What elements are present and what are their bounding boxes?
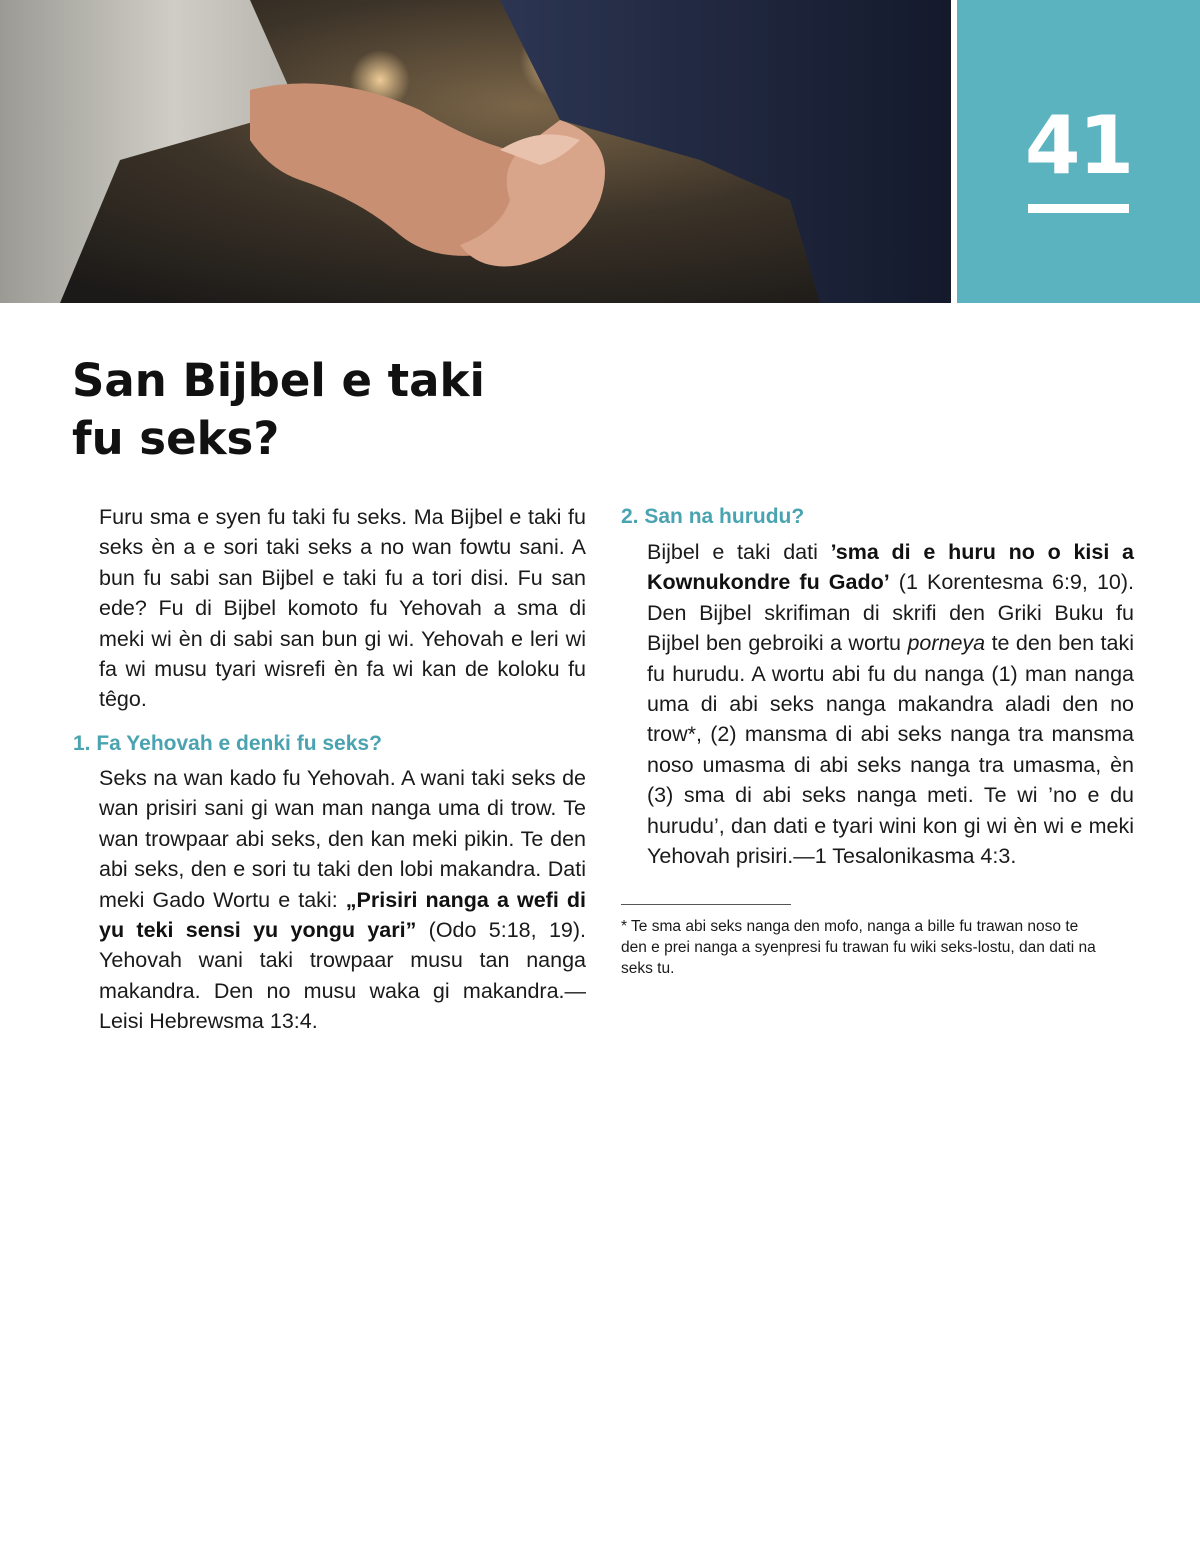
intro-column — [99, 502, 586, 715]
section-2-text-b: (1 Korentesma 6:9, 10). Den Bijbel skrifiman di skrifi den Griki Buku fu Bijbel ben gebroiki a wortu — [647, 570, 1134, 656]
section-1-text-a: Seks na wan kado fu Yehovah. A wani taki seks de wan prisiri sani gi wan man nanga uma di trow. Te wan trowpaar abi seks, den kan meki pikin. Te den abi seks, den e sori tu taki den lobi makandra. Dati meki Gado Wortu e taki: — [99, 766, 586, 912]
page-title-line-2: fu seks? — [72, 412, 280, 465]
page-title — [72, 352, 592, 468]
footnote-divider — [621, 904, 791, 905]
section-2-heading: 2. San na hurudu? — [621, 505, 805, 528]
section-2-text-a: Bijbel e taki dati — [647, 540, 831, 564]
page-title-line-1: San Bijbel e taki — [72, 354, 485, 407]
lesson-number-box — [957, 0, 1200, 303]
header-photo — [0, 0, 951, 303]
section-1-scripture-quote: „Prisiri nanga a wefi di yu teki sensi yu yongu yari” — [99, 887, 586, 943]
section-1-text-b: (Odo 5:18, 19). Yehovah wani taki trowpaar musu tan nanga makandra. Den no musu waka gi makandra.—Leisi Hebrewsma 13:4. — [99, 918, 586, 1034]
footnote: * Te sma abi seks nanga den mofo, nanga a bille fu trawan noso te den e prei nanga a syenpresi fu trawan fu wiki seks-lostu, dan dati na seks tu. — [621, 918, 1096, 977]
section-1-heading: 1. Fa Yehovah e denki fu seks? — [73, 732, 382, 755]
lesson-number-underline — [1028, 204, 1129, 213]
intro-paragraph: Furu sma e syen fu taki fu seks. Ma Bijbel e taki fu seks èn a e sori taki seks a no wan fowtu sani. A bun fu sabi san Bijbel e taki fu a tori disi. Fu san ede? Fu di Bijbel komoto fu Yehovah a sma di meki wi èn di sabi san bun gi wi. Yehovah e leri wi fa wi musu tyari wisrefi èn fa wi kan de koloku fu têgo. — [99, 505, 586, 712]
section-1-body — [99, 763, 586, 1037]
section-2-greek-word: porneya — [907, 631, 986, 656]
section-2-scripture-quote: ’sma di e huru no o kisi a Kownukondre fu Gado’ — [647, 540, 1134, 595]
lesson-number: 41 — [1024, 99, 1133, 192]
section-2-paragraph — [647, 537, 1134, 871]
section-1-paragraph — [99, 763, 586, 1037]
section-2-text-c: te den ben taki fu hurudu. A wortu abi fu du nanga (1) man nanga uma di abi seks nanga makandra aladi den no trow*, (2) mansma di abi seks nanga tra mansma noso umasma di abi seks nanga tra umasma, èn (3) sma di abi seks nanga meti. Te wi ’no e du hurudu’, dan dati e tyari wini kon gi wi èn wi e meki Yehovah prisiri.—1 Tesalonikasma 4:3. — [647, 631, 1134, 869]
section-2-body — [647, 537, 1134, 871]
